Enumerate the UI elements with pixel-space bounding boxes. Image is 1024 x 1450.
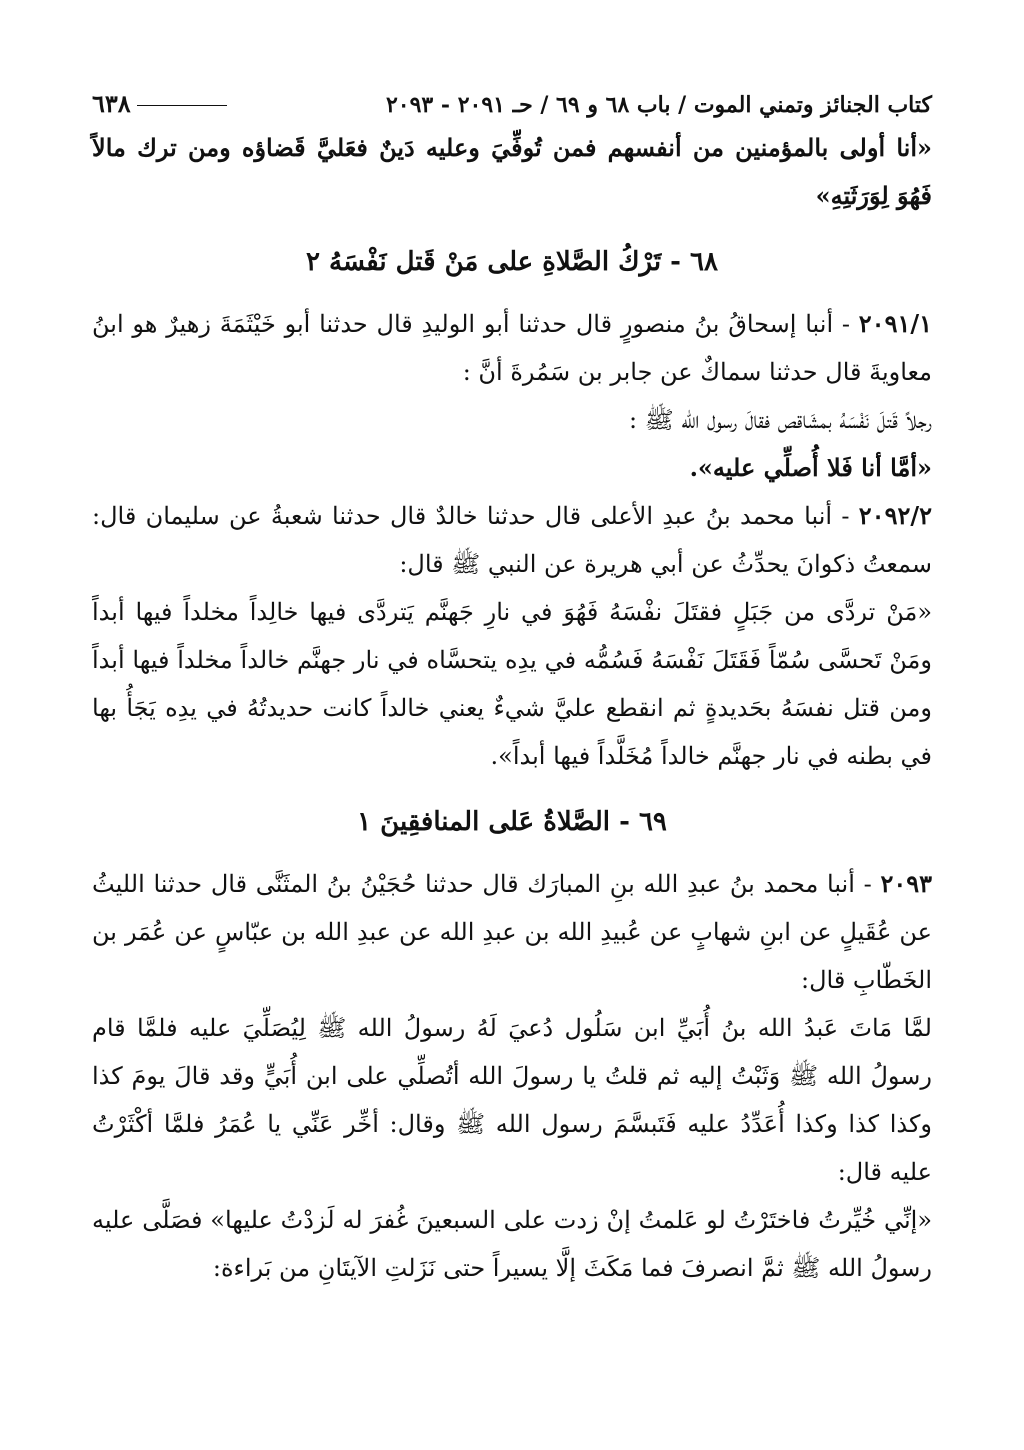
hadith-2093-number: ٢٠٩٣ (880, 869, 932, 898)
hadith-2092-isnad (92, 492, 932, 588)
hadith-2092-number: ٢٠٩٢/٢ (858, 501, 932, 530)
hadith-2092-isnad-text: - أنبا محمد بنُ عبدِ الأعلى قال حدثنا خالدٌ قال حدثنا شعبةُ عن سليمان قال: سمعتُ ذكوانَ يحدِّثُ عن أبي هريرة عن النبي ﷺ قال: (92, 502, 932, 578)
hadith-2093-isnad-text: - أنبا محمد بنُ عبدِ الله بنِ المبارَك قال حدثنا حُجَيْنُ بنُ المثَنَّى قال حدثنا الليثُ عن عُقَيلٍ عن ابنِ شهابٍ عن عُبيدِ الله بن عبدِ الله عن عبدِ الله بن عبّاسٍ عن عُمَر بن الخَطّابِ قال: (92, 870, 932, 994)
header-rule (137, 105, 227, 106)
document-page (92, 84, 932, 1414)
running-header (92, 84, 932, 124)
header-title: كتاب الجنائز وتمني الموت / باب ٦٨ و ٦٩ / حـ ٢٠٩١ - ٢٠٩٣ (385, 92, 932, 118)
opening-quote: «أنا أولى بالمؤمنين من أنفسهم فمن تُوفِّيَ وعليه دَينٌ فعَليَّ قَضاؤه ومن ترك مالاً فَهُوَ لِوَرَثَتِهِ» (92, 133, 932, 210)
hadith-2091-matn-line2: «أمَّا أنا فَلا أُصلِّي عليه». (689, 453, 932, 482)
hadith-2093-matn-1: لمَّا مَاتَ عَبدُ الله بنُ أُبَيِّ ابن سَلُول دُعيَ لَهُ رسولُ الله ﷺ لِيُصَلِّيَ عليه فلمَّا قام رسولُ الله ﷺ وَثَبْتُ إليه ثم قلتُ يا رسولَ الله أتُصلِّي على ابن أُبَيٍّ وقد قالَ يومَ كذا وكذا كذا وكذا أُعَدِّدُ عليه فَتَبسَّمَ رسول الله ﷺ وقال: أخِّر عَنِّي يا عُمَرُ فلمَّا أكْثَرْتُ عليه قال: (92, 1014, 932, 1186)
chapter-68-title: ٦٨ - تَرْكُ الصَّلاةِ على مَنْ قَتل نَفْسَهُ ٢ (306, 247, 718, 277)
hadith-2091-matn-line1: رجلاً قَتلَ نَفْسَهُ بمشَاقص فقالَ رسول الله ﷺ : (629, 406, 932, 434)
page-number: ٦٣٨ (92, 89, 131, 118)
page-body (92, 124, 932, 1292)
hadith-2093-matn-2: «إنِّي خُيِّرتُ فاختَرْتُ لو عَلمتُ إنْ زدت على السبعينَ غُفرَ له لَزدْتُ عليها» فصَلَّى عليه رسولُ الله ﷺ ثمَّ انصرفَ فما مَكَثَ إلَّا يسيراً حتى نَزَلتِ الآيتَانِ من بَراءة: (92, 1206, 932, 1282)
hadith-2093-isnad (92, 860, 932, 1004)
hadith-2091-isnad (92, 300, 932, 396)
chapter-69-title: ٦٩ - الصَّلاةُ عَلى المنافقِينَ ١ (357, 807, 667, 837)
hadith-2091-isnad-text: - أنبا إسحاقُ بنُ منصورٍ قال حدثنا أبو الوليدِ قال حدثنا أبو خَيْثَمَةَ زهيرٌ هو ابنُ معاويةَ قال حدثنا سماكٌ عن جابر بن سَمُرةَ أنَّ : (92, 310, 932, 386)
hadith-2092-matn: «مَنْ تردَّى من جَبَلٍ فقتَلَ نفْسَهُ فَهُوَ في نارِ جَهنَّم يَتردَّى فيها خالِداً مخلداً فيها أبداً ومَنْ تَحسَّى سُمّاً فَقَتَلَ نَفْسَهُ فَسُمُّه في يدِه يتحسَّاه في نار جهنَّم خالداً مخلداً فيها أبداً ومن قتل نفسَهُ بحَديدةٍ ثم انقطع عليَّ شيءٌ يعني خالداً كانت حديدتُهُ في يدِه يَجَأُ بها في بطنه في نار جهنَّم خالداً مُخَلَّداً فيها أبداً». (92, 598, 933, 770)
hadith-2091-number: ٢٠٩١/١ (858, 309, 932, 338)
